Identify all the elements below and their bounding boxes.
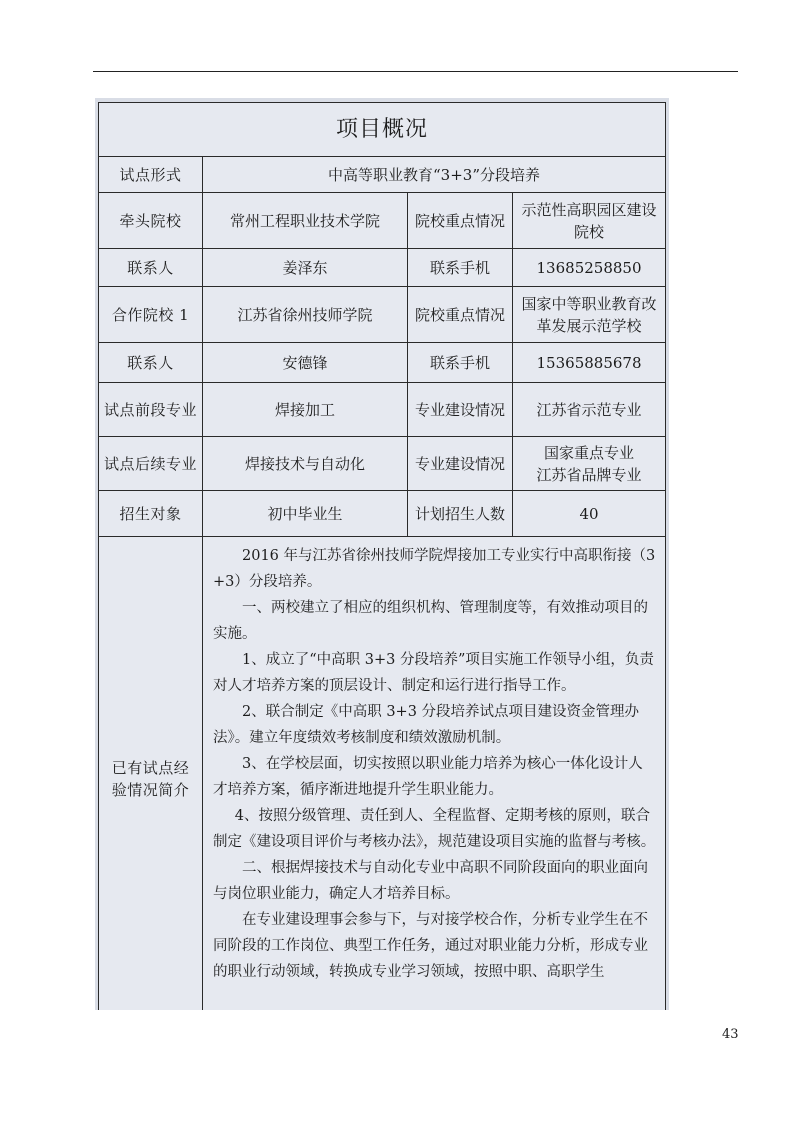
back-major-build-value	[513, 437, 666, 491]
lead-school-value: 常州工程职业技术学院	[203, 193, 408, 249]
partner-phone-label: 联系手机	[408, 343, 513, 383]
experience-description	[203, 537, 666, 1011]
back-major-label: 试点后续专业	[99, 437, 203, 491]
back-major-build-line2: 江苏省品牌专业	[536, 465, 642, 484]
partner-school-value: 江苏省徐州技师学院	[203, 287, 408, 343]
experience-paragraph: 二、根据焊接技术与自动化专业中高职不同阶段面向的职业面向与岗位职业能力，确定人才培养目标。	[213, 860, 648, 902]
experience-label	[99, 537, 203, 1011]
partner-contact-label: 联系人	[99, 343, 203, 383]
lead-school-key-label: 院校重点情况	[408, 193, 513, 249]
plan-label: 计划招生人数	[408, 491, 513, 537]
lead-phone-label: 联系手机	[408, 249, 513, 287]
lead-phone-value: 13685258850	[513, 249, 666, 287]
scanned-form	[95, 98, 669, 1010]
enrollment-label: 招生对象	[99, 491, 203, 537]
front-major-value: 焊接加工	[203, 383, 408, 437]
experience-label-line1: 已有试点经	[111, 758, 190, 777]
partner-contact-value: 安德锋	[203, 343, 408, 383]
lead-school-key-line1: 示范性高职园区建设	[521, 200, 657, 219]
front-major-label: 试点前段专业	[99, 383, 203, 437]
partner-school-key-line2: 革发展示范学校	[536, 316, 642, 335]
experience-paragraph: 4、按照分级管理、责任到人、全程监督、定期考核的原则，联合制定《建设项目评价与考核办法》，规范建设项目实施的监督与考核。	[213, 808, 656, 850]
experience-paragraph: 1、成立了“中高职 3+3 分段培养”项目实施工作领导小组，负责对人才培养方案的顶层设计、制定和运行进行指导工作。	[213, 652, 654, 694]
project-overview-table	[98, 102, 666, 1010]
front-major-build-value: 江苏省示范专业	[513, 383, 666, 437]
enrollment-value: 初中毕业生	[203, 491, 408, 537]
partner-phone-value: 15365885678	[513, 343, 666, 383]
front-major-build-label: 专业建设情况	[408, 383, 513, 437]
lead-school-key-value	[513, 193, 666, 249]
experience-paragraph: 2016 年与江苏省徐州技师学院焊接加工专业实行中高职衔接（3+3）分段培养。	[213, 548, 656, 590]
lead-school-key-line2: 院校	[574, 222, 605, 241]
experience-label-line2: 验情况简介	[111, 780, 190, 799]
experience-paragraph: 在专业建设理事会参与下，与对接学校合作，分析专业学生在不同阶段的工作岗位、典型工作任务，通过对职业能力分析，形成专业的职业行动领域，转换成专业学习领域，按照中职、高职学生	[213, 912, 648, 980]
format-value: 中高等职业教育“3+3”分段培养	[203, 157, 666, 193]
partner-school-key-value	[513, 287, 666, 343]
lead-contact-value: 姜泽东	[203, 249, 408, 287]
page-number: 43	[722, 1027, 739, 1042]
back-major-build-line1: 国家重点专业	[544, 443, 635, 462]
experience-paragraph: 2、联合制定《中高职 3+3 分段培养试点项目建设资金管理办法》。建立年度绩效考核制度和绩效激励机制。	[213, 704, 640, 746]
partner-school-label: 合作院校 1	[99, 287, 203, 343]
header-rule	[93, 71, 738, 72]
experience-paragraph: 一、两校建立了相应的组织机构、管理制度等，有效推动项目的实施。	[213, 600, 648, 642]
lead-school-label: 牵头院校	[99, 193, 203, 249]
experience-paragraph: 3、在学校层面，切实按照以职业能力培养为核心一体化设计人才培养方案，循序渐进地提升学生职业能力。	[213, 756, 643, 798]
format-label: 试点形式	[99, 157, 203, 193]
lead-contact-label: 联系人	[99, 249, 203, 287]
back-major-value: 焊接技术与自动化	[203, 437, 408, 491]
partner-school-key-label: 院校重点情况	[408, 287, 513, 343]
partner-school-key-line1: 国家中等职业教育改	[521, 294, 657, 313]
table-title: 项目概况	[99, 103, 666, 157]
back-major-build-label: 专业建设情况	[408, 437, 513, 491]
plan-value: 40	[513, 491, 666, 537]
